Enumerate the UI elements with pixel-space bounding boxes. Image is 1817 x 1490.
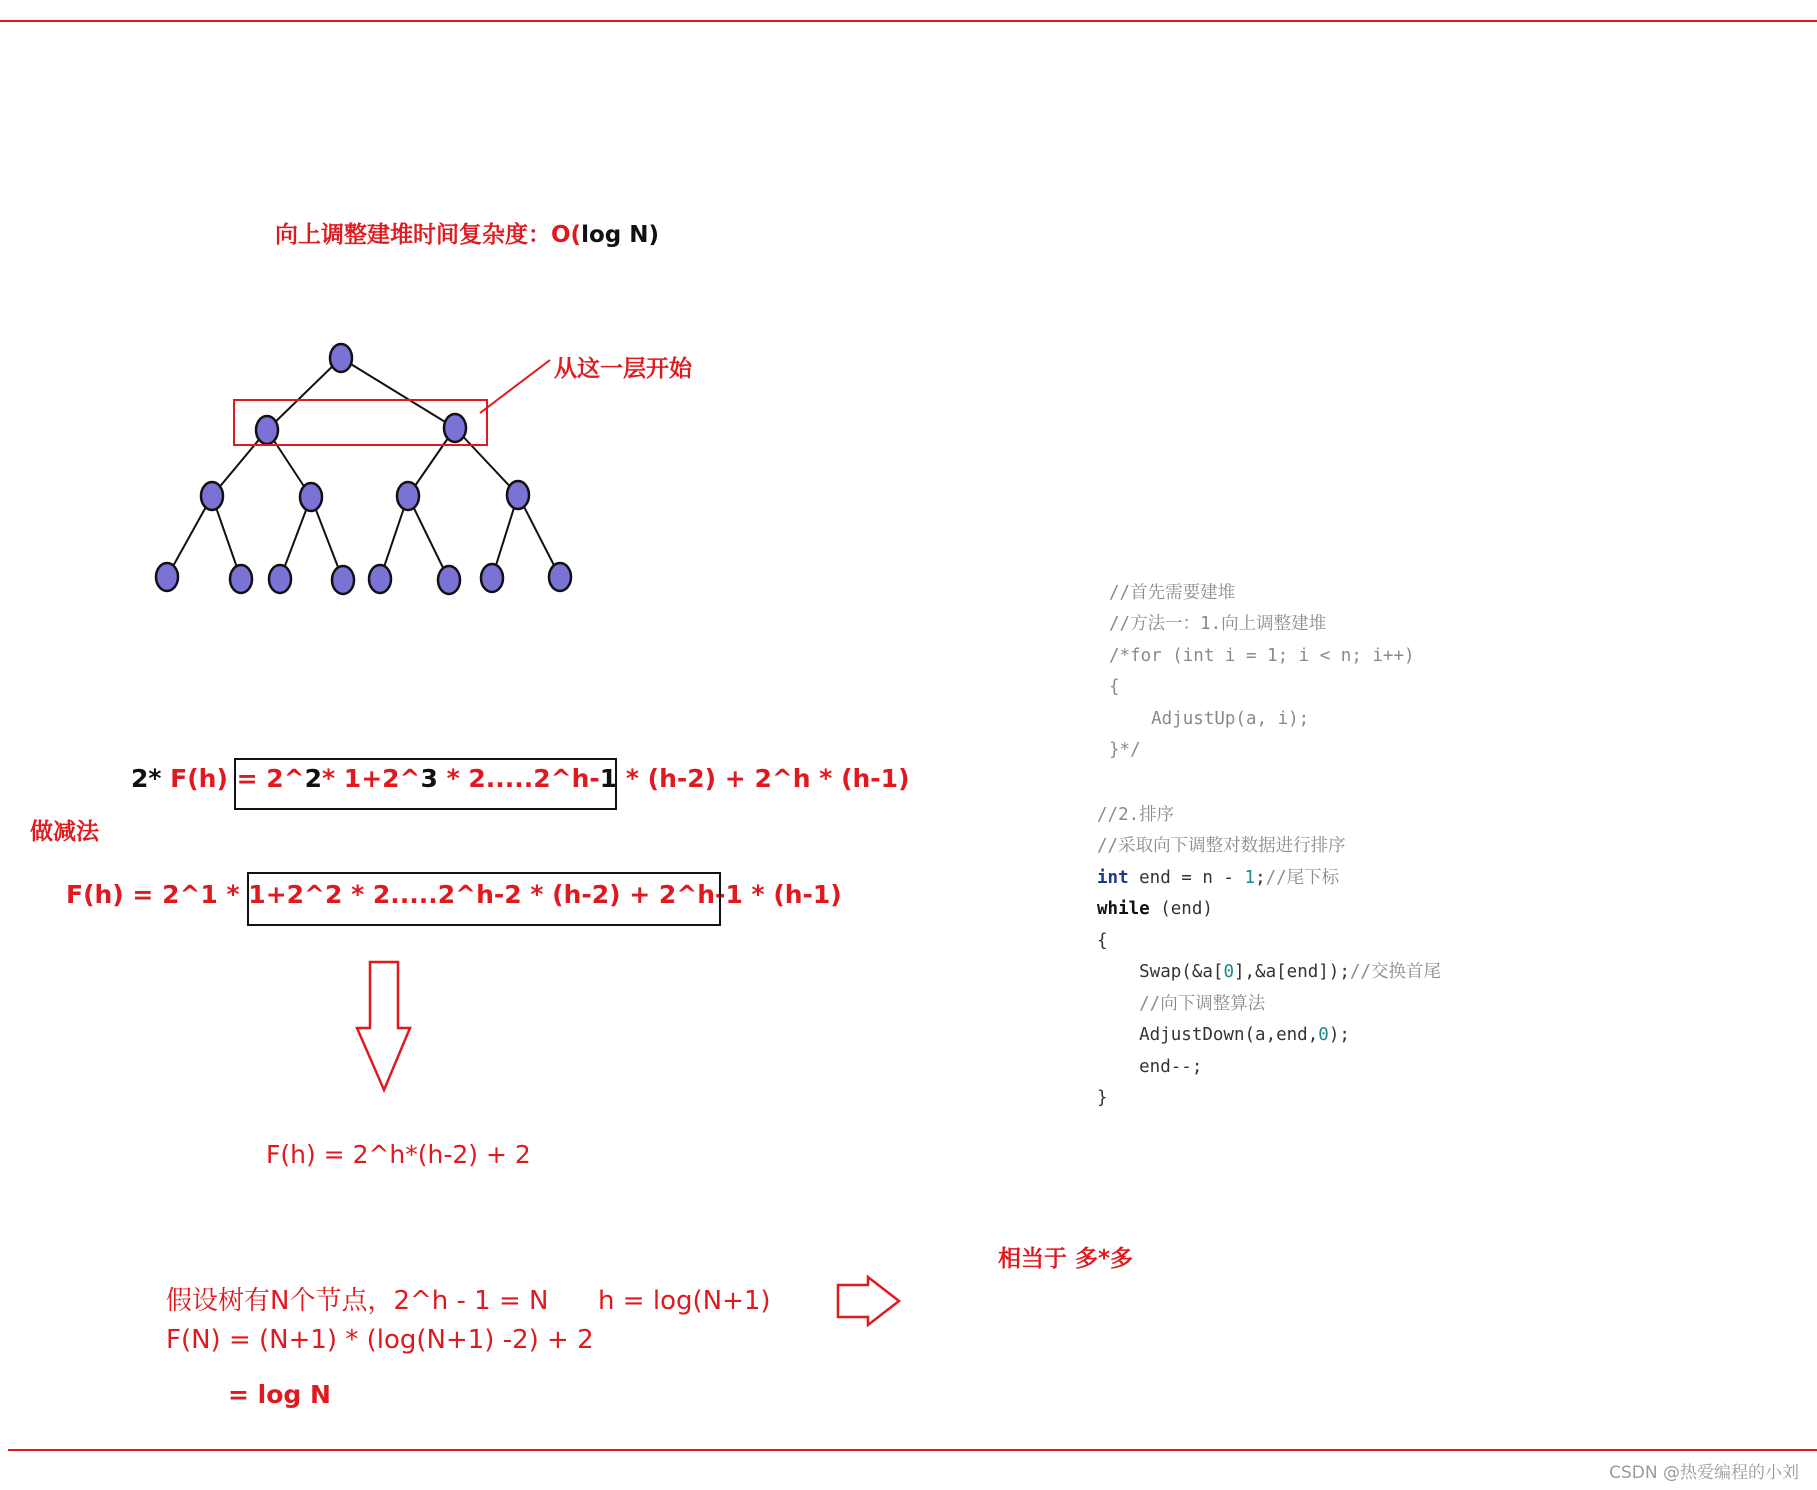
- code-line: }: [1097, 1088, 1108, 1108]
- code-keyword: int: [1097, 867, 1129, 888]
- code-line: //2.排序: [1097, 804, 1175, 825]
- code-line: }*/: [1109, 740, 1141, 760]
- code-line: //向下调整算法: [1097, 993, 1266, 1014]
- title-tail: log N): [581, 222, 659, 248]
- formula-doubled-b6: * (h-2): [617, 764, 717, 793]
- tree-node: [332, 566, 354, 594]
- tree-node: [549, 563, 571, 591]
- formula-single-box: [247, 872, 721, 926]
- code-token: ;: [1255, 867, 1266, 888]
- tree-node: [156, 563, 178, 591]
- code-line: end--;: [1097, 1056, 1203, 1077]
- tree-nodes: [156, 344, 571, 594]
- formula-single-boxed: 2^2 * 2.....2^h-2 * (h-2) + 2^h-1 * (h-1): [286, 880, 842, 909]
- formula-doubled-box: [234, 758, 617, 810]
- tree-node: [201, 482, 223, 510]
- code-number: 0: [1318, 1025, 1329, 1045]
- formula-doubled-b2: * 1+2^: [322, 764, 421, 793]
- fn-formula: F(N) = (N+1) * (log(N+1) -2) + 2: [166, 1325, 594, 1355]
- code-line: [1097, 863, 1441, 895]
- assumption-text: 假设树有N个节点，2^h - 1 = N h = log(N+1): [166, 1286, 771, 1316]
- tree-node: [330, 344, 352, 372]
- callout-label: 从这一层开始: [554, 356, 692, 382]
- tree-node: [369, 565, 391, 593]
- code-comment: //交换首尾: [1349, 962, 1441, 982]
- formula-single-prefix: F(h) = 2^1 * 1+: [66, 880, 287, 909]
- tree-node: [481, 564, 503, 592]
- code-line: /*for (int i = 1; i < n; i++): [1109, 645, 1415, 666]
- formula-doubled-b3: 3: [420, 764, 438, 793]
- code-line: //采取向下调整对数据进行排序: [1097, 836, 1346, 856]
- log-result: = log N: [228, 1380, 331, 1409]
- code-number: 0: [1223, 962, 1234, 982]
- tree-edges: [167, 358, 560, 580]
- code-token: (end): [1149, 899, 1213, 919]
- tree-node: [300, 483, 322, 511]
- code-number: 1: [1244, 867, 1256, 888]
- tree-edge: [341, 358, 455, 428]
- code-block-build-heap: [1109, 546, 1415, 798]
- code-line: {: [1109, 677, 1120, 697]
- code-line: //方法一：1.向上调整建堆: [1109, 614, 1327, 634]
- right-arrow-icon: [838, 1277, 899, 1325]
- code-line: [1097, 1020, 1441, 1052]
- code-keyword: while: [1097, 899, 1150, 919]
- tree-node: [438, 566, 460, 594]
- bottom-divider: [8, 1449, 1817, 1451]
- subtract-label: 做减法: [30, 819, 99, 845]
- equivalent-label: 相当于 多*多: [998, 1246, 1134, 1272]
- code-token: end = n -: [1128, 867, 1245, 888]
- tree-node: [507, 481, 529, 509]
- code-line: [1097, 894, 1441, 926]
- code-token: ],&a[end]);: [1233, 962, 1350, 982]
- result-formula: F(h) = 2^h*(h-2) + 2: [266, 1140, 531, 1169]
- code-line: //首先需要建堆: [1109, 582, 1236, 603]
- tree-edge: [267, 358, 341, 430]
- title-main: 向上调整建堆时间复杂度：O(: [275, 222, 582, 248]
- code-line: AdjustUp(a, i);: [1109, 708, 1310, 729]
- formula-doubled-b0: 2^: [266, 764, 305, 793]
- tree-node: [230, 565, 252, 593]
- formula-doubled-lhs: F(h) =: [161, 764, 267, 793]
- code-line: [1097, 957, 1441, 989]
- code-token: );: [1328, 1025, 1350, 1045]
- tree-node: [397, 482, 419, 510]
- watermark: CSDN @热爱编程的小刘: [1609, 1463, 1799, 1483]
- code-line: {: [1097, 930, 1108, 951]
- down-arrow-icon: [357, 962, 410, 1090]
- tree-node: [269, 565, 291, 593]
- formula-doubled-b4: * 2.....2^h-: [437, 764, 600, 793]
- formula-doubled-suffix: + 2^h * (h-1): [716, 764, 910, 793]
- formula-doubled-b1: 2: [304, 764, 323, 793]
- code-block-sort: [1097, 768, 1441, 1146]
- tree-node: [444, 414, 466, 442]
- tree-node: [256, 416, 278, 444]
- code-comment: //尾下标: [1265, 867, 1340, 888]
- formula-doubled-b5: 1: [599, 764, 618, 793]
- formula-doubled-prefix: 2*: [131, 764, 162, 793]
- code-token: Swap(&a[: [1097, 962, 1224, 982]
- callout-pointer: [480, 360, 550, 413]
- code-token: AdjustDown(a,end,: [1097, 1025, 1319, 1045]
